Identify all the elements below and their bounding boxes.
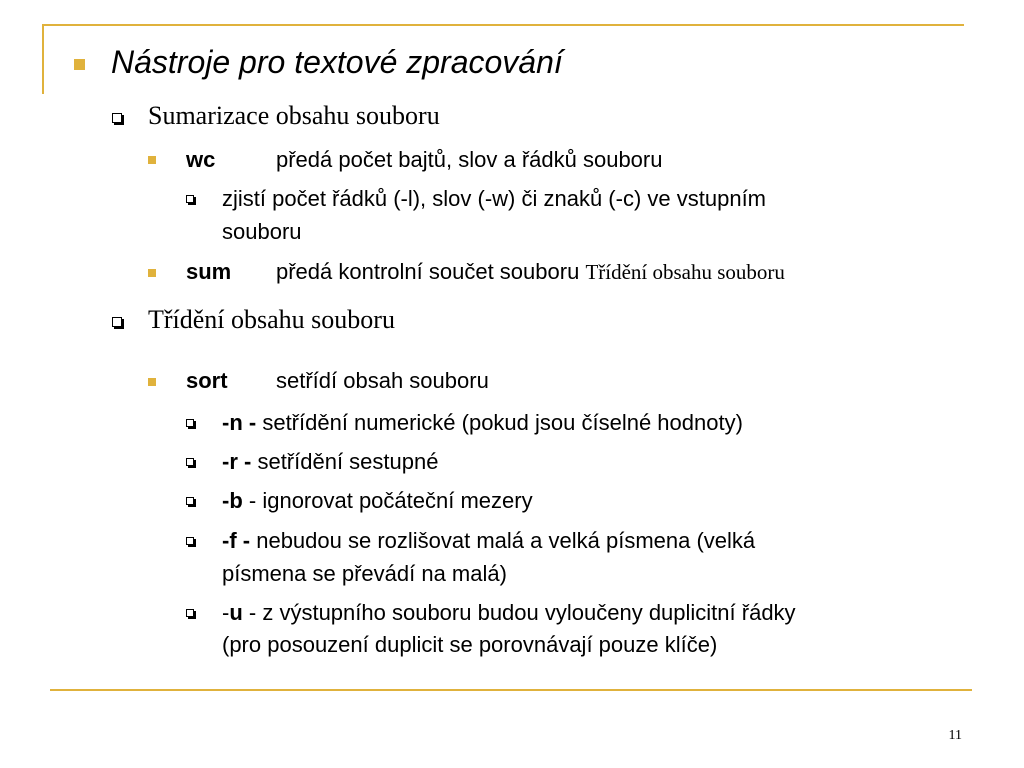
- section1-heading: Sumarizace obsahu souboru: [148, 101, 440, 130]
- wc-description: předá počet bajtů, slov a řádků souboru: [276, 147, 663, 172]
- option-u-bullet-icon: [186, 609, 194, 617]
- option-f-flag: -f -: [222, 528, 251, 553]
- option-u-prefix: -: [222, 600, 230, 625]
- sort-command: [186, 367, 228, 395]
- option-b-text: - ignorovat počáteční mezery: [248, 488, 533, 513]
- option-n-bullet-icon: [186, 419, 194, 427]
- sum-description: [276, 258, 785, 286]
- wc-bullet-icon: [148, 156, 156, 164]
- option-f-text: nebudou se rozlišovat malá a velká písmena (velká: [256, 528, 756, 553]
- sum-command-name: sum: [186, 259, 232, 284]
- frame-bottom-rule: [50, 689, 972, 691]
- frame-top-rule: [42, 24, 964, 26]
- wc-command-name: wc: [186, 147, 216, 172]
- sort-command-name: sort: [186, 368, 228, 393]
- option-r-flag: -r -: [222, 449, 252, 474]
- sum-description-text: předá kontrolní součet souboru: [276, 259, 580, 284]
- frame-left-rule: [42, 24, 44, 94]
- option-u-text-line2: (pro posouzení duplicit se porovnávají pouze klíče): [222, 632, 718, 657]
- slide-title: Nástroje pro textové zpracování: [111, 44, 563, 80]
- sum-command: [186, 258, 231, 286]
- sum-trailing-text: Třídění obsahu souboru: [585, 260, 785, 284]
- option-f-text-line2: písmena se převádí na malá): [222, 561, 507, 586]
- option-r-text: setřídění sestupné: [257, 449, 439, 474]
- section2-bullet-icon: [112, 317, 122, 327]
- option-n: [222, 409, 743, 437]
- option-n-flag: -n -: [222, 410, 257, 435]
- sort-bullet-icon: [148, 378, 156, 386]
- page-number: 11: [948, 728, 962, 743]
- option-r: [222, 448, 438, 476]
- option-u: [222, 599, 796, 627]
- sort-description: setřídí obsah souboru: [276, 368, 489, 393]
- option-u-flag: u: [229, 600, 243, 625]
- option-b-bullet-icon: [186, 497, 194, 505]
- sum-bullet-icon: [148, 269, 156, 277]
- section1-bullet-icon: [112, 113, 122, 123]
- wc-detail-line2: souboru: [222, 219, 302, 244]
- option-f: [222, 527, 755, 555]
- option-n-text: setřídění numerické (pokud jsou číselné hodnoty): [262, 410, 743, 435]
- wc-command: [186, 146, 215, 174]
- section2-heading: Třídění obsahu souboru: [148, 305, 395, 334]
- option-u-text: - z výstupního souboru budou vyloučeny duplicitní řádky: [248, 600, 796, 625]
- option-b-flag: -b: [222, 488, 243, 513]
- wc-detail-line1: zjistí počet řádků (-l), slov (-w) či znaků (-c) ve vstupním: [222, 186, 767, 211]
- option-b: [222, 487, 533, 515]
- wc-detail-bullet-icon: [186, 195, 194, 203]
- option-f-bullet-icon: [186, 537, 194, 545]
- option-r-bullet-icon: [186, 458, 194, 466]
- title-bullet-icon: [74, 59, 85, 70]
